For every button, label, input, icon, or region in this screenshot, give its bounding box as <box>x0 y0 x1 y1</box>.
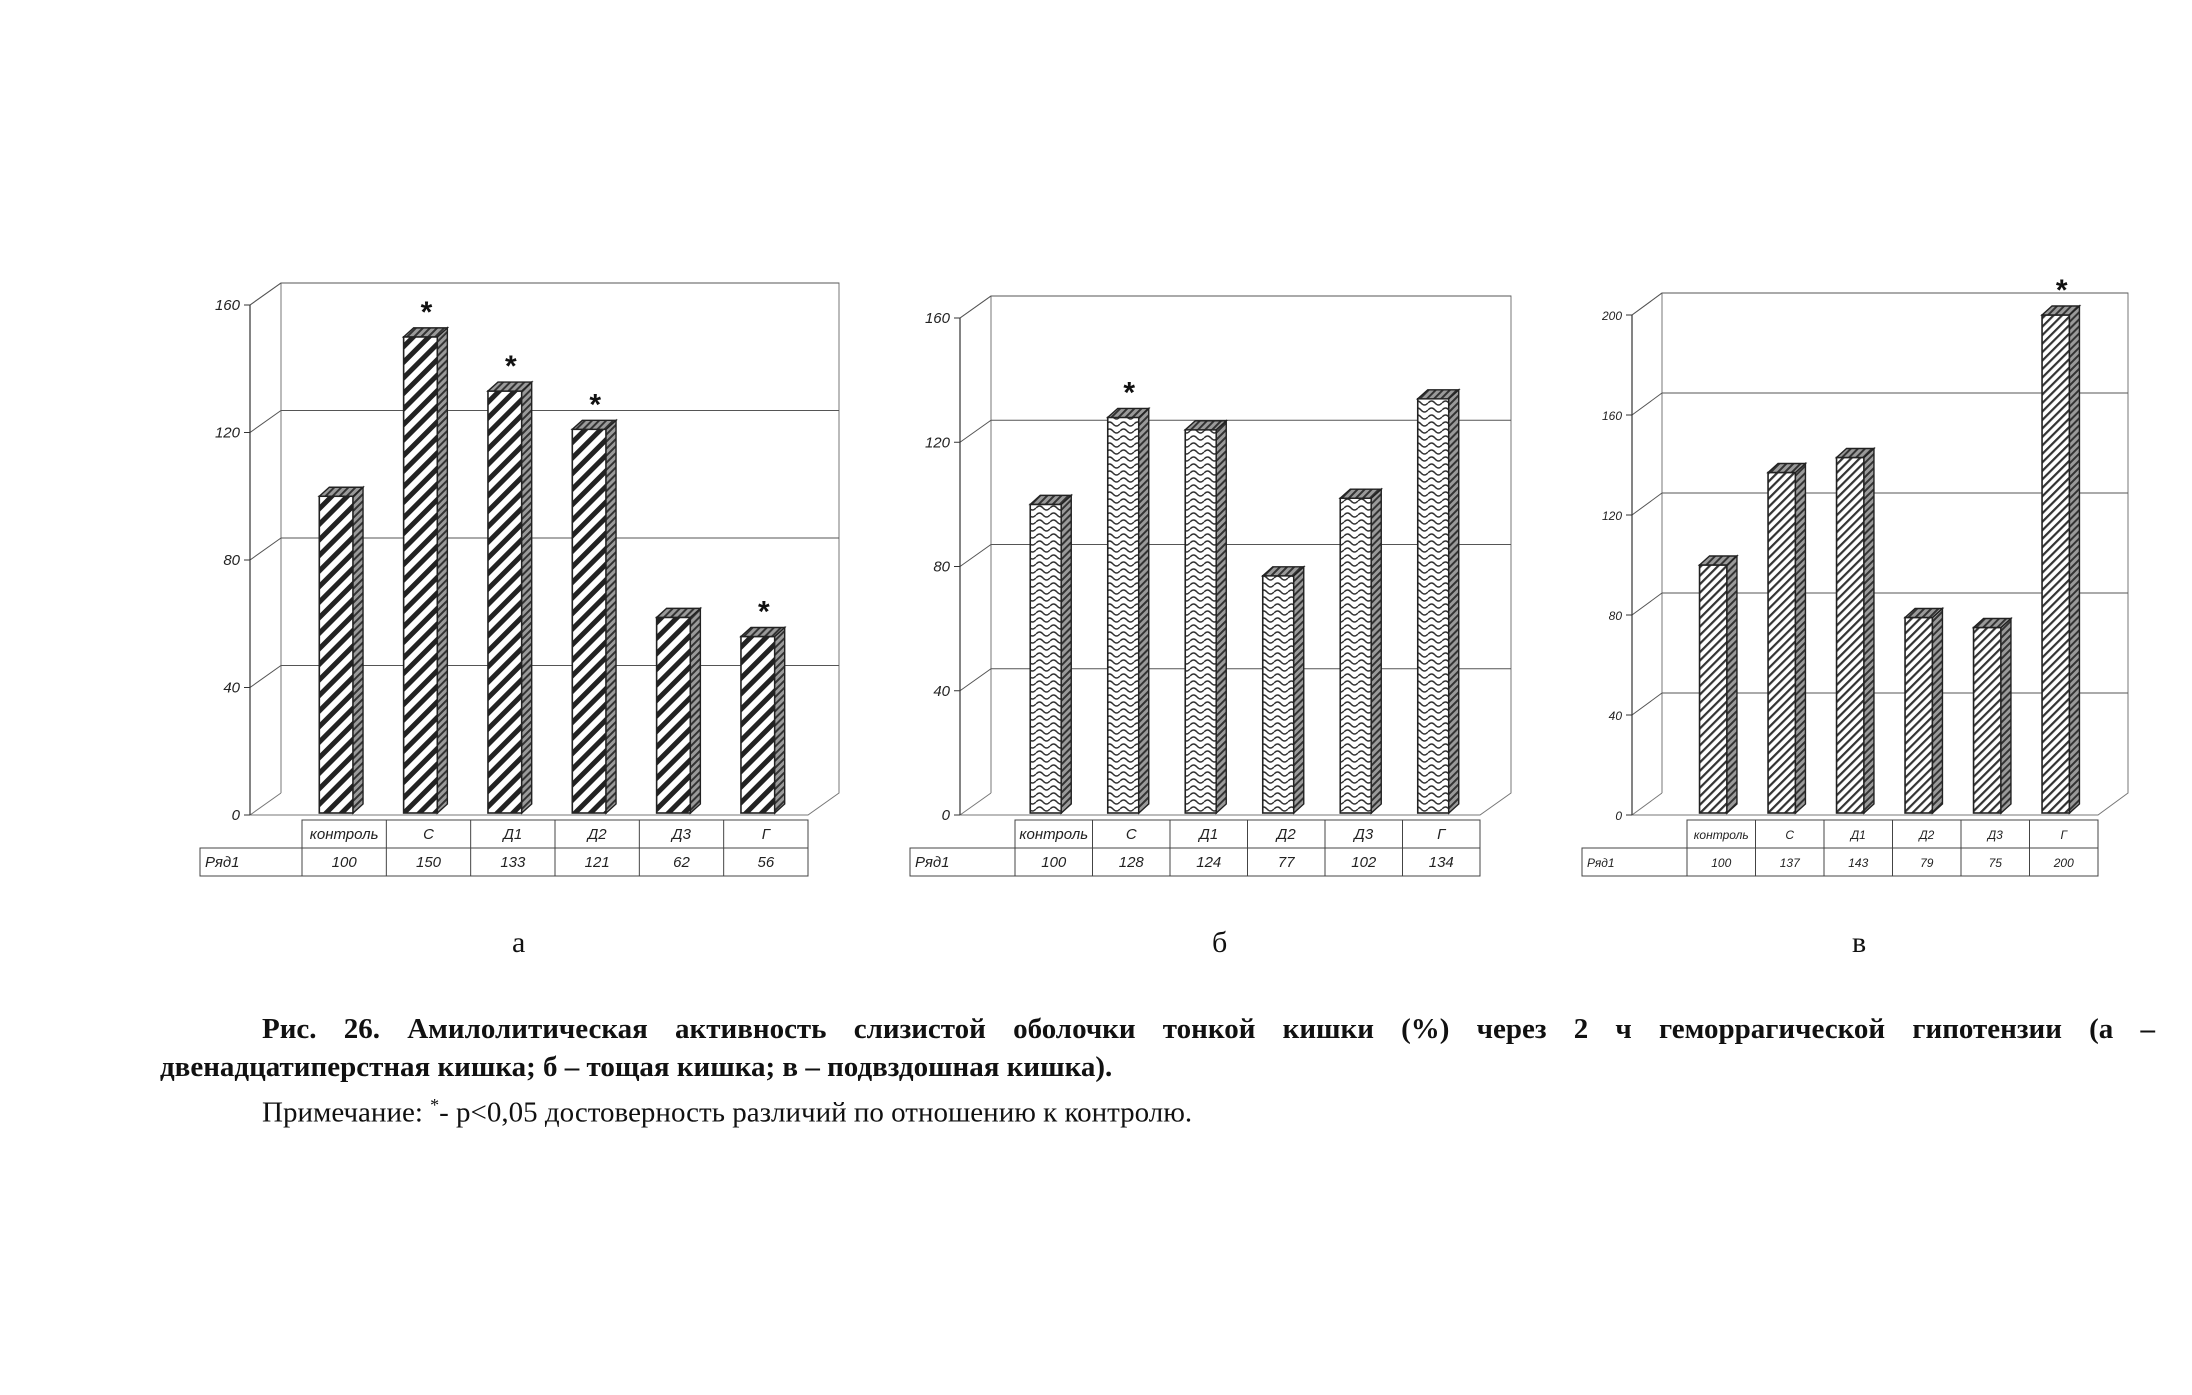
category-label: Д1 <box>503 826 523 843</box>
note-prefix: Примечание: <box>262 1096 431 1129</box>
value-label: 121 <box>584 854 610 871</box>
value-label: 100 <box>331 854 357 871</box>
significance-asterisk: * <box>757 595 770 629</box>
category-label: Д2 <box>587 826 607 843</box>
figure-caption <box>160 1010 2155 1132</box>
category-label: контроль <box>1019 826 1089 843</box>
series-name-label: Ряд1 <box>915 854 950 871</box>
note-asterisk: * <box>430 1095 440 1115</box>
significance-asterisk: * <box>1123 376 1136 410</box>
bar-front <box>1263 576 1294 813</box>
note-text: - p<0,05 достоверность различий по отношению к контролю. <box>439 1096 1193 1129</box>
category-label: Г <box>761 826 770 843</box>
bar-side <box>1727 556 1737 813</box>
value-label: 200 <box>2053 856 2074 870</box>
significance-asterisk: * <box>420 295 433 329</box>
y-tick-label: 0 <box>941 807 950 824</box>
bar-side <box>2001 619 2011 814</box>
panel-label-b: б <box>1212 926 1228 959</box>
bar <box>1905 609 1942 814</box>
bar-side <box>2069 306 2079 813</box>
y-tick-label: 120 <box>1601 509 1622 523</box>
bar-side <box>1932 609 1942 814</box>
value-label: 100 <box>1711 856 1732 870</box>
category-label: С <box>1125 826 1137 843</box>
y-tick-label: 80 <box>1608 609 1622 623</box>
series-name-label: Ряд1 <box>205 854 240 871</box>
bar-front <box>1974 628 2001 814</box>
value-label: 75 <box>1988 856 2002 870</box>
value-label: 150 <box>415 854 442 871</box>
caption-title-continued: двенадцатиперстная кишка; б – тощая кишка; в – подвздошная кишка). <box>160 1051 1113 1083</box>
y-tick-label: 160 <box>214 297 240 314</box>
bar-front <box>572 429 606 813</box>
series-name-label: Ряд1 <box>1587 856 1615 870</box>
bar <box>657 608 701 813</box>
y-tick-label: 120 <box>924 434 950 452</box>
bar-front <box>404 337 438 813</box>
y-tick-label: 120 <box>214 424 240 442</box>
bar <box>1418 390 1459 813</box>
bar <box>1768 464 1805 814</box>
category-label: контроль <box>309 826 379 843</box>
bar <box>1263 567 1304 813</box>
bar-side <box>1795 464 1805 814</box>
category-label: Г <box>1437 826 1446 843</box>
y-tick-label: 0 <box>1615 809 1622 823</box>
y-tick-label: 40 <box>933 682 950 700</box>
y-tick-label: 80 <box>223 552 240 569</box>
bar <box>2042 306 2079 813</box>
bar <box>1700 556 1737 813</box>
bar <box>1108 408 1149 813</box>
bar-side <box>1371 489 1381 813</box>
bar-front <box>2042 315 2069 813</box>
bar-side <box>690 608 700 813</box>
bar <box>319 487 363 813</box>
bar-front <box>488 391 522 813</box>
value-label: 133 <box>500 854 526 871</box>
category-label: Д3 <box>1987 828 2003 842</box>
y-tick-label: 0 <box>231 807 240 824</box>
chart-duodenum <box>200 283 839 876</box>
bar-front <box>1108 417 1139 813</box>
panel-label-a: а <box>512 926 526 959</box>
value-label: 62 <box>673 854 690 871</box>
gridline <box>250 411 839 433</box>
y-tick-label: 200 <box>1601 309 1622 323</box>
bar-side <box>1216 421 1226 813</box>
value-label: 77 <box>1277 854 1295 871</box>
bar-front <box>741 637 775 814</box>
floor-edge <box>1632 793 1662 815</box>
category-label: Д2 <box>1276 826 1296 843</box>
gridline <box>250 283 839 305</box>
category-label: контроль <box>1693 828 1749 842</box>
bar-side <box>1449 390 1459 813</box>
category-label: Д1 <box>1850 828 1866 842</box>
bar-side <box>522 382 532 813</box>
category-label: С <box>423 826 434 843</box>
table-data-row <box>1582 848 2098 876</box>
bar-side <box>437 328 447 813</box>
category-label: Д3 <box>1354 826 1374 843</box>
bar-side <box>1294 567 1304 813</box>
value-label: 143 <box>1848 856 1869 870</box>
bar <box>1030 495 1071 813</box>
chart-ileum <box>1582 274 2128 876</box>
table-data-row <box>910 848 1480 876</box>
bar <box>1974 619 2011 814</box>
bar-side <box>1864 449 1874 814</box>
bar-front <box>319 496 353 813</box>
value-label: 100 <box>1041 854 1067 871</box>
bar-front <box>657 617 691 813</box>
value-label: 124 <box>1196 854 1222 871</box>
bar-side <box>353 487 363 813</box>
caption-note <box>160 1086 2155 1132</box>
value-label: 134 <box>1428 854 1454 871</box>
panel-label-v: в <box>1852 926 1867 959</box>
category-label: Д1 <box>1199 826 1219 843</box>
bar-front <box>1700 565 1727 813</box>
bar-front <box>1340 498 1371 813</box>
y-tick-label: 40 <box>223 679 240 697</box>
bar-side <box>1061 495 1071 813</box>
bar <box>1340 489 1381 813</box>
bar-side <box>606 420 616 813</box>
category-label: Г <box>2060 828 2068 842</box>
value-label: 56 <box>757 854 775 871</box>
significance-asterisk: * <box>2055 274 2068 307</box>
significance-asterisk: * <box>589 388 602 422</box>
bar <box>488 382 532 813</box>
bar <box>572 420 616 813</box>
category-label: Д2 <box>1919 828 1935 842</box>
floor-edge <box>250 793 281 815</box>
bar <box>1185 421 1226 813</box>
category-label: Д3 <box>672 826 691 843</box>
y-tick-label: 80 <box>933 558 950 576</box>
bar <box>1837 449 1874 814</box>
bar-side <box>775 628 785 814</box>
chart-jejunum <box>910 296 1511 876</box>
value-label: 102 <box>1351 854 1377 871</box>
value-label: 79 <box>1920 856 1934 870</box>
bar-front <box>1837 458 1864 814</box>
bar-front <box>1030 504 1061 813</box>
bar-front <box>1418 399 1449 813</box>
bar-front <box>1768 473 1795 814</box>
bar-side <box>1139 408 1149 813</box>
value-label: 137 <box>1779 856 1800 870</box>
bar-front <box>1185 430 1216 813</box>
y-tick-label: 40 <box>1608 709 1622 723</box>
gridline <box>960 296 1511 318</box>
bar <box>404 328 448 813</box>
y-tick-label: 160 <box>1601 409 1622 423</box>
bar <box>741 628 785 814</box>
category-label: С <box>1785 828 1795 842</box>
floor-edge <box>960 793 991 815</box>
caption-title: Рис. 26. Амилолитическая активность слизистой оболочки тонкой кишки (%) через 2 ч геморрагической гипотензии (а – <box>262 1013 2155 1045</box>
value-label: 128 <box>1118 854 1144 871</box>
bar-front <box>1905 618 1932 814</box>
significance-asterisk: * <box>504 350 517 384</box>
y-tick-label: 160 <box>924 310 950 327</box>
